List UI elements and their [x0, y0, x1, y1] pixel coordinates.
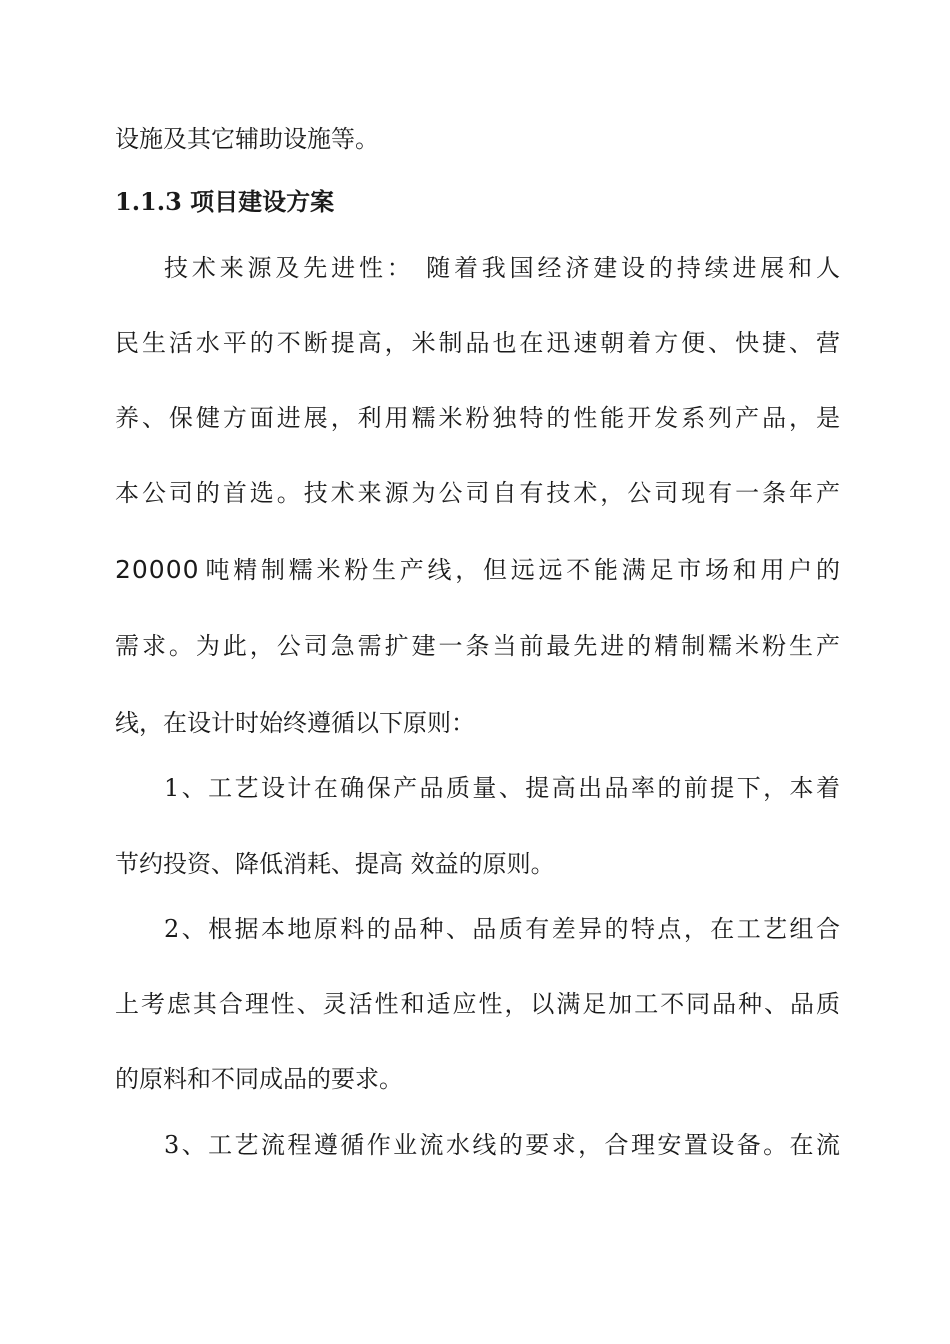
paragraph-line: 技术来源及先进性： 随着我国经济建设的持续进展和人 [164, 254, 840, 282]
paragraph-line: 民生活水平的不断提高，米制品也在迅速朝着方便、快捷、营 [115, 329, 840, 357]
list-item-line: 节约投资、降低消耗、提高 效益的原则。 [115, 850, 555, 878]
paragraph-text: 吨精制糯米粉生产线，但远远不能满足市场和用户的 [205, 556, 840, 584]
paragraph-line: 设施及其它辅助设施等。 [115, 125, 379, 153]
paragraph-line: 需求。为此，公司急需扩建一条当前最先进的精制糯米粉生产 [115, 632, 840, 660]
section-heading: 1.1.3 项目建设方案 [115, 187, 335, 216]
paragraph-line: 养、保健方面进展，利用糯米粉独特的性能开发系列产品，是 [115, 404, 840, 432]
list-item-line: 3、工艺流程遵循作业流水线的要求，合理安置设备。在流 [164, 1131, 840, 1159]
list-item-line: 1、工艺设计在确保产品质量、提高出品率的前提下，本着 [164, 774, 840, 802]
paragraph-line [115, 552, 840, 588]
paragraph-line: 线，在设计时始终遵循以下原则： [115, 709, 475, 737]
list-item-line: 的原料和不同成品的要求。 [115, 1065, 403, 1093]
quantity-number: 20000 [115, 555, 200, 584]
list-item-line: 2、根据本地原料的品种、品质有差异的特点，在工艺组合 [164, 915, 840, 943]
paragraph-line: 本公司的首选。技术来源为公司自有技术，公司现有一条年产 [115, 479, 840, 507]
list-item-line: 上考虑其合理性、灵活性和适应性，以满足加工不同品种、品质 [115, 990, 840, 1018]
